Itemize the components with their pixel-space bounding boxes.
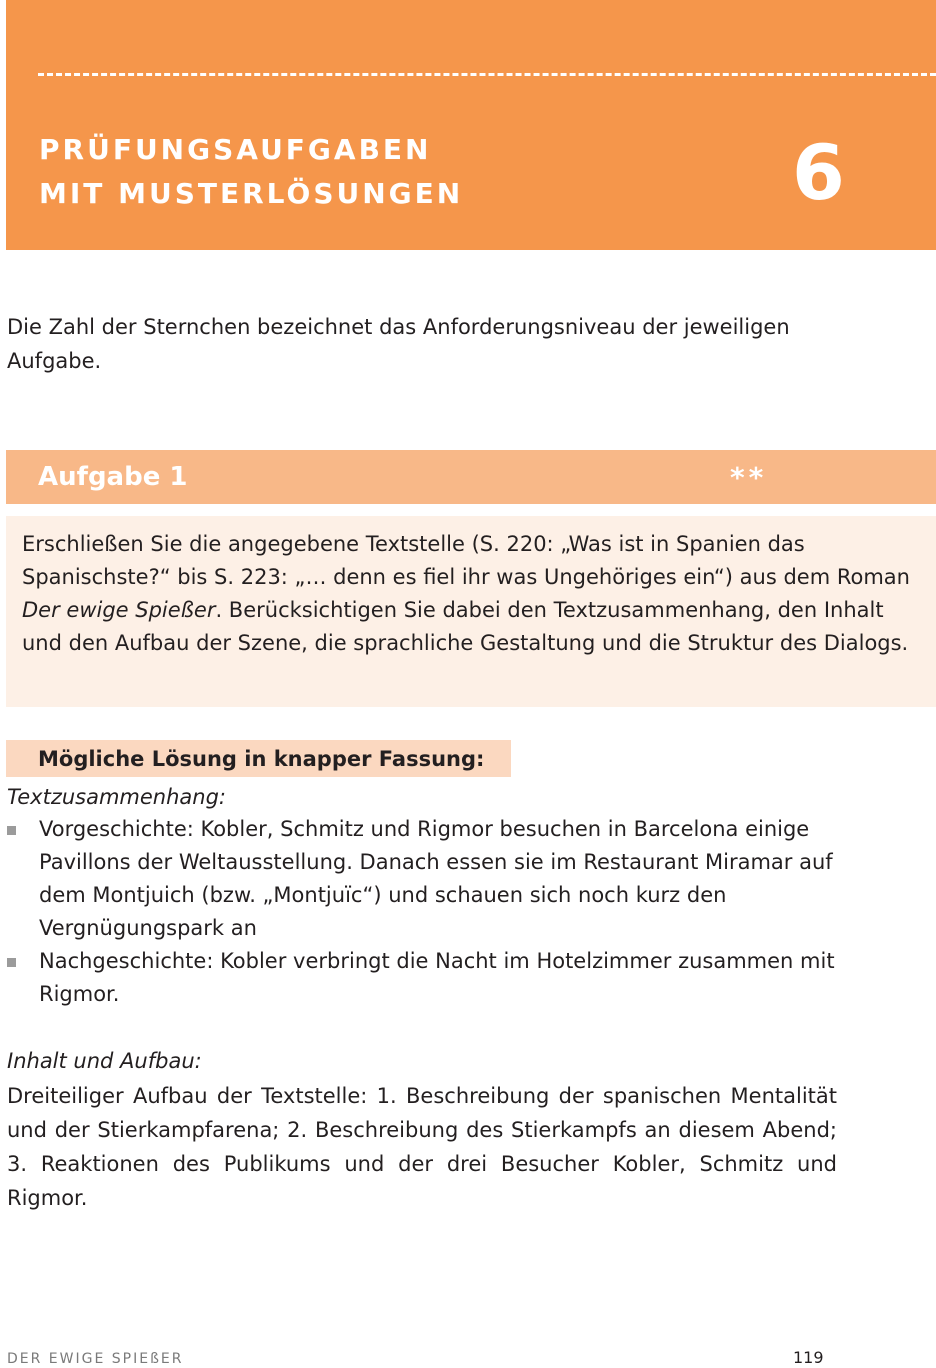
- task-text-part-2: . Berücksichtigen Sie dabei den Textzusammenhang, den Inhalt und den Aufbau der Szene, die sprachliche Gestaltung und die Struktur des Dialogs.: [22, 598, 909, 655]
- list-item-text: Nachgeschichte: Kobler verbringt die Nacht im Hotelzimmer zusammen mit Rigmor.: [39, 949, 835, 1006]
- task-box: [6, 516, 936, 707]
- task-text-part-1: Erschließen Sie die angegebene Textstelle (S. 220: „Was ist in Spanien das Spanischste?“ bis S. 223: „… denn es fiel ihr was Ungehöriges ein“) aus dem Roman: [22, 532, 910, 589]
- context-list: [7, 813, 837, 1011]
- intro-text: Die Zahl der Sternchen bezeichnet das Anforderungsniveau der jeweiligen Aufgabe.: [7, 315, 790, 373]
- chapter-title: [39, 128, 463, 216]
- square-bullet-icon: [7, 958, 16, 967]
- list-item: [7, 813, 837, 945]
- content-heading: Inhalt und Aufbau:: [7, 1049, 202, 1073]
- difficulty-stars: **: [730, 461, 768, 494]
- solution-label-box: [6, 740, 511, 777]
- page-number: 119: [793, 1348, 824, 1367]
- task-text: [22, 528, 922, 660]
- square-bullet-icon: [7, 826, 16, 835]
- solution-label: Mögliche Lösung in knapper Fassung:: [38, 747, 485, 771]
- chapter-banner: [6, 0, 936, 250]
- footer-book-title: DER EWIGE SPIEßER: [7, 1351, 184, 1367]
- chapter-number: 6: [792, 128, 845, 217]
- novel-title: Der ewige Spießer: [22, 598, 216, 622]
- task-title: Aufgabe 1: [38, 462, 188, 492]
- context-heading: Textzusammenhang:: [7, 785, 226, 809]
- list-item: [7, 945, 837, 1011]
- chapter-title-line-1: PRÜFUNGSAUFGABEN: [39, 133, 432, 166]
- chapter-title-line-2: MIT MUSTERLÖSUNGEN: [39, 177, 464, 210]
- task-header: [6, 450, 936, 504]
- content-paragraph: Dreiteiliger Aufbau der Textstelle: 1. Beschreibung der spanischen Mentalität und der Stierkampfarena; 2. Beschreibung des Stierkampfs an diesem Abend; 3. Reaktionen des Publikums und der drei Besucher Kobler, Schmitz und Rigmor.: [7, 1084, 837, 1210]
- dashed-divider: [38, 73, 936, 76]
- list-item-text: Vorgeschichte: Kobler, Schmitz und Rigmor besuchen in Barcelona einige Pavillons der Weltausstellung. Danach essen sie im Restaurant Miramar auf dem Montjuich (bzw. „Montjuïc“) und schauen sich noch kurz den Vergnügungspark an: [39, 817, 833, 940]
